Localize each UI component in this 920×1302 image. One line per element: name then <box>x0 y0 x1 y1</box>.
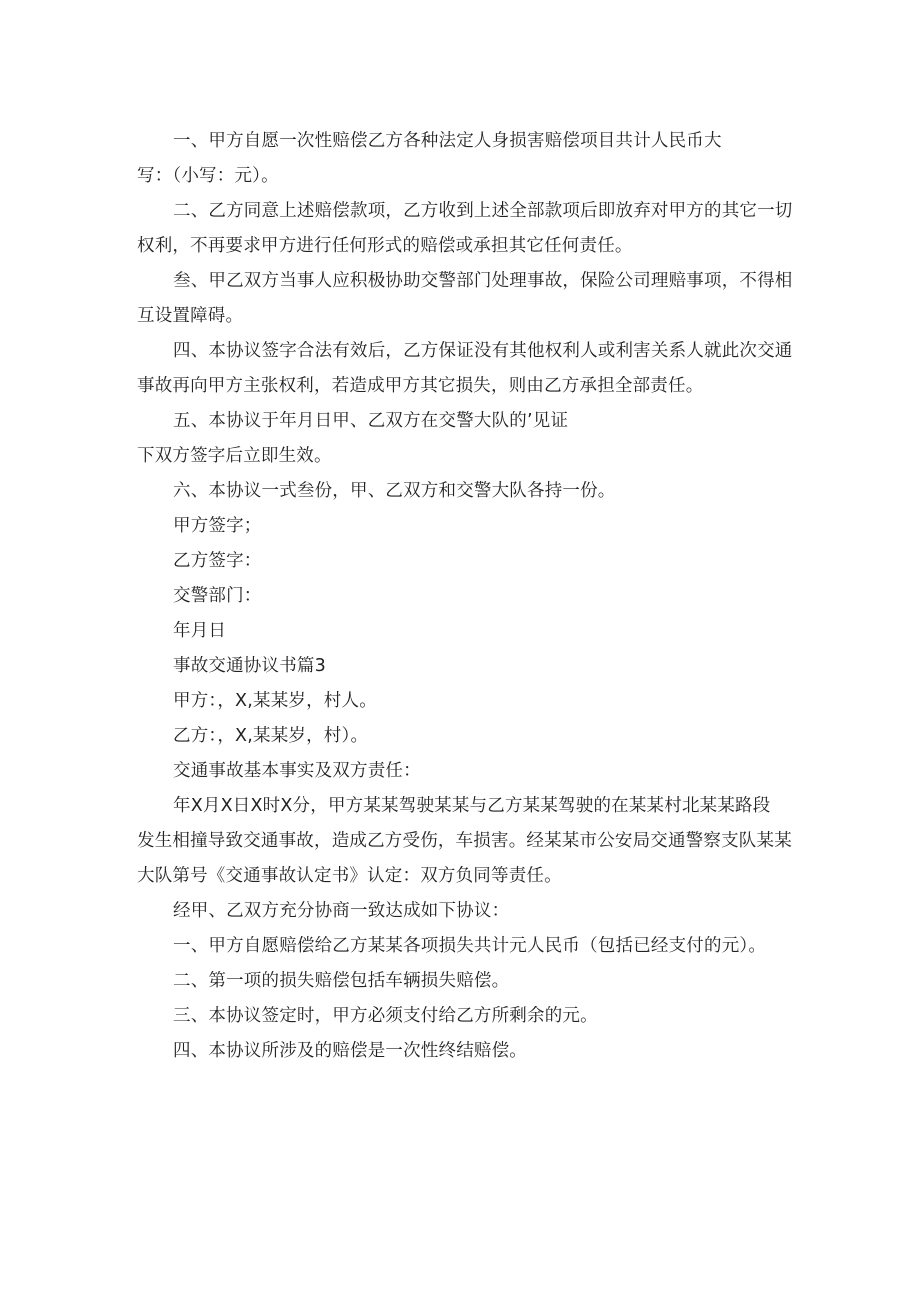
agreement-item-2 <box>137 964 777 999</box>
paragraph-2 <box>137 194 793 264</box>
paragraph-line: 下双方签字后立即生效。 <box>137 446 332 466</box>
paragraph-line: 五、本协议于年月日甲、乙双方在交警大队的’见证 <box>173 411 569 431</box>
paragraph-line: 交通事故基本事实及双方责任： <box>173 761 421 781</box>
paragraph-line: 乙方：，X,某某岁，村）。 <box>173 726 369 746</box>
paragraph-line: 六、本协议一式叁份，甲、乙双方和交警大队各持一份。 <box>173 481 616 501</box>
section-title <box>137 649 777 684</box>
paragraph-line: 一、甲方自愿赔偿给乙方某某各项损失共计元人民币（包括已经支付的元）。 <box>173 936 767 956</box>
paragraph-line: 甲方签字； <box>173 516 262 536</box>
paragraph-line: 经甲、乙双方充分协商一致达成如下协议： <box>173 901 510 921</box>
paragraph-line: 一、甲方自愿一次性赔偿乙方各种法定人身损害赔偿项目共计人民币大 <box>173 131 722 151</box>
document-body <box>137 124 793 1069</box>
paragraph-4 <box>137 334 793 404</box>
paragraph-6 <box>137 474 777 509</box>
paragraph-line: 三、本协议签定时，甲方必须支付给乙方所剩余的元。 <box>173 1006 598 1026</box>
signature-date <box>137 614 777 649</box>
paragraph-line: 事故交通协议书篇3 <box>173 656 326 676</box>
agreement-intro <box>137 894 777 929</box>
paragraph-5 <box>137 404 777 474</box>
paragraph-line: 权利，不再要求甲方进行任何形式的赔偿或承担其它任何责任。 <box>137 236 633 256</box>
paragraph-line: 发生相撞导致交通事故，造成乙方受伤，车损害。经某某市公安局交通警察支队某某 <box>137 831 792 851</box>
paragraph-line: 交警部门： <box>173 586 262 606</box>
signature-party-b <box>137 544 777 579</box>
paragraph-line: 四、本协议签字合法有效后，乙方保证没有其他权利人或利害关系人就此次交通 <box>173 341 793 361</box>
agreement-item-1 <box>137 929 777 964</box>
paragraph-line: 甲方：，X,某某岁，村人。 <box>173 691 377 711</box>
agreement-item-3 <box>137 999 777 1034</box>
paragraph-1 <box>137 124 777 194</box>
paragraph-line: 四、本协议所涉及的赔偿是一次性终结赔偿。 <box>173 1041 527 1061</box>
paragraph-line: 二、乙方同意上述赔偿款项，乙方收到上述全部款项后即放弃对甲方的其它一切 <box>173 201 793 221</box>
signature-traffic-police <box>137 579 777 614</box>
paragraph-line: 乙方签字： <box>173 551 262 571</box>
paragraph-line: 年X月X日X时X分，甲方某某驾驶某某与乙方某某驾驶的在某某村北某某路段 <box>173 796 771 816</box>
paragraph-3 <box>137 264 793 334</box>
agreement-item-4 <box>137 1034 777 1069</box>
signature-party-a <box>137 509 777 544</box>
paragraph-line: 叁、甲乙双方当事人应积极协助交警部门处理事故，保险公司理赔事项，不得相 <box>173 271 793 291</box>
paragraph-line: 年月日 <box>173 621 227 641</box>
facts-paragraph <box>137 789 792 894</box>
paragraph-line: 二、第一项的损失赔偿包括车辆损失赔偿。 <box>173 971 510 991</box>
paragraph-line: 互设置障碍。 <box>137 306 244 326</box>
party-a-info <box>137 684 777 719</box>
party-b-info <box>137 719 777 754</box>
paragraph-line: 写：（小写：元）。 <box>137 166 279 186</box>
facts-heading <box>137 754 777 789</box>
paragraph-line: 大队第号《交通事故认定书》认定：双方负同等责任。 <box>137 866 562 886</box>
paragraph-line: 事故再向甲方主张权利，若造成甲方其它损失，则由乙方承担全部责任。 <box>137 376 704 396</box>
